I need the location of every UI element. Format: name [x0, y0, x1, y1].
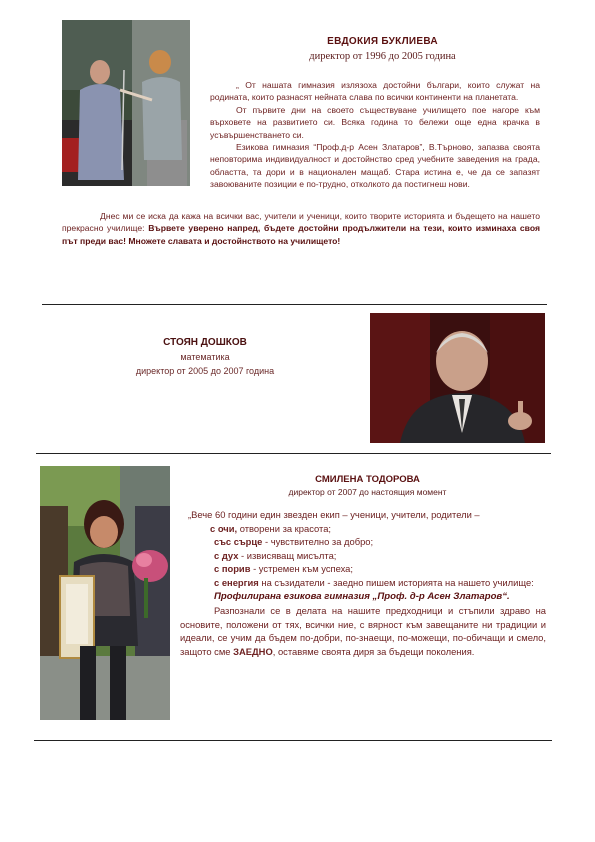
- section3-school-name: Профилирана езикова гимназия „Проф. д-р Асен Златаров“.: [214, 591, 510, 602]
- section3-line-2: [180, 535, 546, 549]
- section3-quote: [180, 508, 546, 658]
- section1-role: директор от 1996 до 2005 година: [309, 51, 456, 62]
- section3-paragraph-text: Разпознали се в делата на нашите предходници и стъпили здраво на основите, положени от тях, всички ние, с вярност към завещаните ни традиции и идеали, се учим да бъдем по-добри, по-знаещи, по-можещи, по-обичащи и смело, защото сме: [180, 605, 546, 657]
- section1-paragraph-2: От първите дни на своето съществуване училището пое нагоре към върховете на развитието си. Всяка година то бележи още една крачка в усъвършенстването си.: [210, 104, 540, 140]
- section3-line-5-bold: с енергия: [214, 576, 259, 588]
- section1-closing: [62, 210, 540, 247]
- photo-evdokiya-buklieva: [62, 20, 190, 186]
- section1-quote: [210, 79, 540, 191]
- section3-line-3-bold: с дух: [214, 549, 239, 561]
- section3-intro: „Вече 60 години един звезден екип – ученици, учители, родители –: [188, 509, 480, 520]
- section3-line-1-bold: с очи,: [210, 522, 238, 534]
- section3-line-4-bold: с порив: [214, 563, 251, 574]
- section1-paragraph-1: „ От нашата гимназия излязоха достойни българи, които служат на родината, които разнасят нейната слава по всички континенти на планетата.: [210, 80, 540, 103]
- section3-line-1-text: отворени за красота;: [237, 522, 332, 534]
- section1-name: ЕВДОКИЯ БУКЛИЕВА: [327, 36, 438, 47]
- section2-name: СТОЯН ДОШКОВ: [163, 337, 247, 348]
- section3-line-3-text: - извисяващ мисълта;: [238, 549, 337, 561]
- divider-1: [42, 304, 547, 305]
- section3-paragraph: [180, 604, 546, 658]
- section3-line-3: [180, 549, 546, 563]
- photo-stoyan-doshkov: [370, 313, 545, 443]
- section2-role: директор от 2005 до 2007 година: [135, 366, 275, 376]
- section3-line-5-text: на съзидатели - заедно пишем историята на нашето училище:: [258, 576, 534, 588]
- photo-smilena-todorova: [40, 466, 170, 720]
- section3-line-1: [180, 522, 546, 536]
- section3-line-4-text: - устремен към успеха;: [250, 563, 353, 574]
- section3-paragraph-end: , оставяме своята диря за бъдещи поколения.: [272, 645, 475, 657]
- section3-paragraph-bold: ЗАЕДНО: [233, 645, 273, 657]
- section3-line-5: [180, 576, 546, 590]
- section1-paragraph-4: [62, 210, 540, 247]
- section2-subject: математика: [180, 352, 230, 362]
- divider-2: [36, 453, 551, 454]
- section3-name: СМИЛЕНА ТОДОРОВА: [315, 474, 420, 485]
- section3-role: директор от 2007 до настоящия момент: [288, 487, 447, 497]
- divider-3: [34, 740, 552, 741]
- section3-line-4: [180, 562, 546, 576]
- section3-line-2-text: - чувствително за добро;: [262, 536, 374, 547]
- section1-paragraph-4-text: Днес ми се иска да кажа на всички вас, учители и ученици, които творите историята и бъдещето на нашето прекрасно училище:: [62, 211, 540, 234]
- section3-line-2-bold: със сърце: [214, 536, 263, 547]
- section1-paragraph-3: Езикова гимназия “Проф.д-р Асен Златаров”, В.Търново, запазва своята неповторима индивидуалност и достойнство сред учебните заведения на града, областта, та дори и в национален мащаб. Стара истина е, че да се запазят завоюваните позиции е по-трудно, отколкото да постигнеш нови.: [210, 142, 540, 190]
- section1-paragraph-4-bold: Вървете уверено напред, бъдете достойни продължители на тези, които изминаха своя път преди вас! Множете славата и достойнството на училището!: [62, 223, 540, 246]
